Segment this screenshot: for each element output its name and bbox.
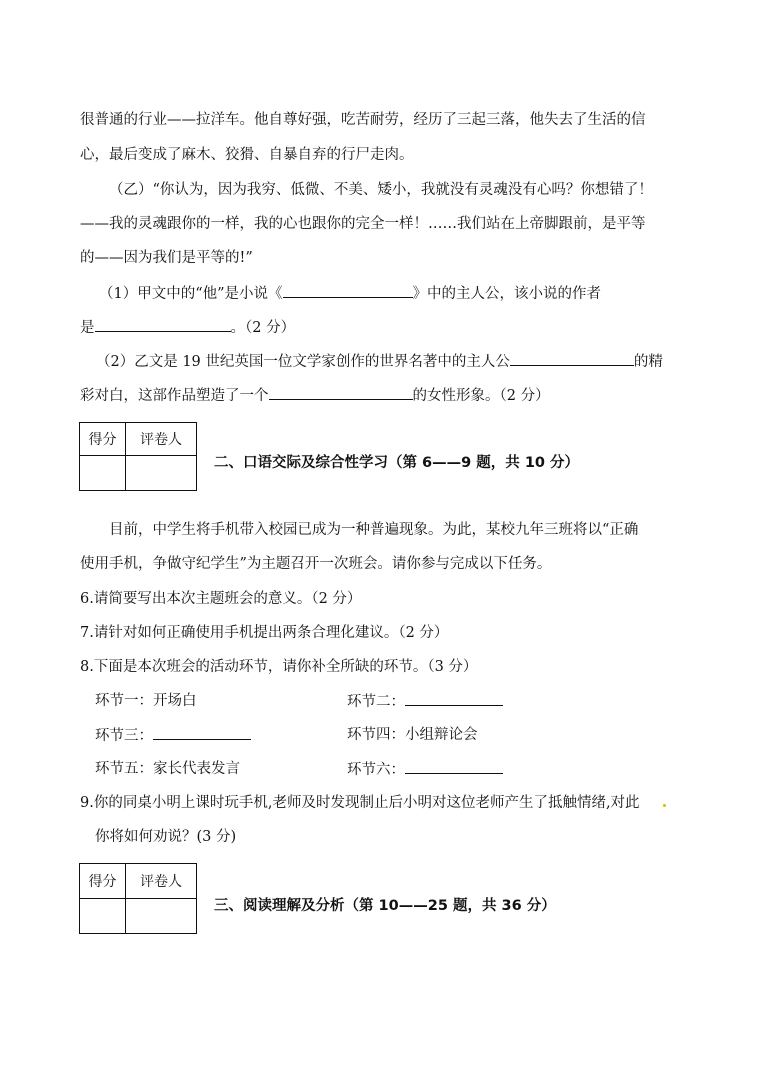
step-3-label: 环节三： [95,728,153,744]
score-cell[interactable] [80,456,126,491]
section-2-intro-line-2: 使用手机，争做守纪学生”为主题召开一次班会。请你参与完成以下任务。 [80,556,552,572]
step-2 [347,691,503,712]
step-1: 环节一：开场白 [95,693,197,709]
grader-label: 评卷人 [126,864,197,899]
question-2-text-d: 的女性形象。（2 分） [412,388,550,404]
step-5: 环节五：家长代表发言 [95,761,240,777]
answer-blank-protagonist[interactable] [510,351,634,366]
stray-mark [663,804,666,807]
grader-cell[interactable] [126,456,197,491]
question-9-line-1: 9.你的同桌小明上课时玩手机,老师及时发现制止后小明对这位老师产生了抵触情绪,对此 [80,795,640,811]
passage-line-4: ——我的灵魂跟你的一样，我的心也跟你的完全一样！……我们站在上帝脚跟前，是平等 [80,216,646,232]
question-2-line-2 [80,385,550,406]
answer-blank-character-image[interactable] [269,385,413,400]
question-9-line-2: 你将如何劝说？(3 分) [95,829,237,845]
question-7: 7.请针对如何正确使用手机提出两条合理化建议。（2 分） [80,625,449,641]
question-2-text-b: 的精 [633,354,663,370]
score-box-section-2 [79,422,197,491]
step-3 [95,725,251,746]
section-2-intro-line-1: 目前，中学生将手机带入校园已成为一种普遍现象。为此，某校九年三班将以“正确 [109,522,639,538]
answer-blank-step-6[interactable] [405,759,503,774]
step-4: 环节四：小组辩论会 [347,727,478,743]
grader-cell[interactable] [126,899,197,934]
answer-blank-author[interactable] [95,317,231,332]
grader-label: 评卷人 [126,423,197,456]
question-1-text-b: 》中的主人公，该小说的作者 [412,286,602,302]
section-2-title: 二、口语交际及综合性学习（第 6——9 题，共 10 分） [214,455,580,471]
score-label: 得分 [80,864,126,899]
question-2-line-1 [96,351,663,372]
section-3-title: 三、阅读理解及分析（第 10——25 题，共 36 分） [214,898,556,914]
step-2-label: 环节二： [347,694,405,710]
question-2-text-c: 彩对白，这部作品塑造了一个 [80,388,269,404]
question-1-text-c: 是 [80,320,95,336]
step-6-label: 环节六： [347,762,405,778]
question-6: 6.请简要写出本次主题班会的意义。（2 分） [80,591,362,607]
question-1-text-a: （1）甲文中的“他”是小说《 [99,286,283,302]
passage-line-1: 很普通的行业——拉洋车。他自尊好强，吃苦耐劳，经历了三起三落，他失去了生活的信 [80,112,646,128]
question-1-line-1 [99,283,601,304]
score-box-section-3 [79,863,197,934]
passage-line-5: 的——因为我们是平等的!” [80,250,253,266]
question-8: 8.下面是本次班会的活动环节，请你补全所缺的环节。（3 分） [80,659,478,675]
score-label: 得分 [80,423,126,456]
question-1-line-2 [80,317,295,338]
question-1-text-d: 。（2 分） [230,320,296,336]
passage-line-3: （乙）“你认为，因为我穷、低微、不美、矮小，我就没有灵魂没有心吗？你想错了！ [109,182,653,198]
answer-blank-step-2[interactable] [405,691,503,706]
passage-line-2: 心，最后变成了麻木、狡猾、自暴自弃的行尸走肉。 [80,147,414,163]
question-2-text-a: （2）乙文是 19 世纪英国一位文学家创作的世界名著中的主人公 [96,354,510,370]
answer-blank-novel-title[interactable] [283,283,413,298]
step-6 [347,759,503,780]
answer-blank-step-3[interactable] [153,725,251,740]
score-cell[interactable] [80,899,126,934]
